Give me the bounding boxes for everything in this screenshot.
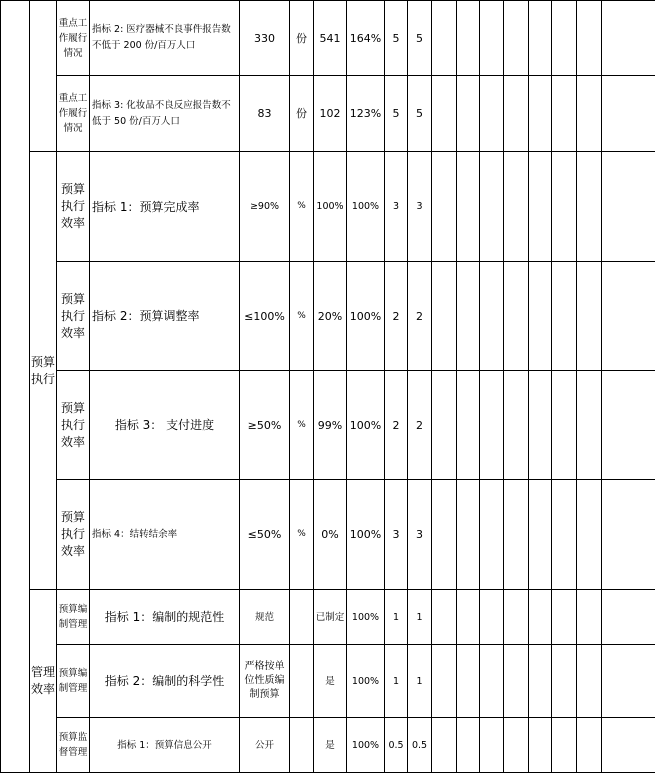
target-cell: 公开 [240, 718, 290, 773]
target-cell: ≥90% [240, 152, 290, 262]
table-row [1, 1, 655, 76]
rate-cell: 100% [347, 152, 385, 262]
score-cell: 3 [408, 480, 432, 590]
target-cell: 330 [240, 1, 290, 76]
group-label-mgmt-eff: 管理效率 [30, 590, 57, 773]
subcat-cell: 预算编制管理 [57, 590, 90, 645]
unit-cell [290, 590, 314, 645]
subcat-cell: 重点工作履行情况 [57, 1, 90, 76]
table-row [1, 590, 655, 645]
actual-cell: 541 [314, 1, 347, 76]
indicator-cell: 指标 2：编制的科学性 [90, 645, 240, 718]
indicator-cell: 指标 3： 支付进度 [90, 371, 240, 480]
target-cell: 严格按单位性质编制预算 [240, 645, 290, 718]
table-row [1, 76, 655, 152]
weight-cell: 5 [385, 1, 408, 76]
unit-cell: % [290, 152, 314, 262]
rate-cell: 100% [347, 645, 385, 718]
actual-cell: 是 [314, 718, 347, 773]
indicator-cell: 指标 3: 化妆品不良反应报告数不低于 50 份/百万人口 [90, 76, 240, 152]
indicator-cell: 指标 1：预算完成率 [90, 152, 240, 262]
outer-category-cell [1, 1, 30, 773]
table-row [1, 718, 655, 773]
actual-cell: 0% [314, 480, 347, 590]
weight-cell: 3 [385, 480, 408, 590]
table-row [1, 645, 655, 718]
rate-cell: 164% [347, 1, 385, 76]
unit-cell: 份 [290, 1, 314, 76]
score-cell: 2 [408, 371, 432, 480]
score-cell: 5 [408, 1, 432, 76]
table-row [1, 262, 655, 371]
actual-cell: 99% [314, 371, 347, 480]
group-label-budget-exec: 预算执行 [30, 152, 57, 590]
target-cell: ≤100% [240, 262, 290, 371]
target-cell: 规范 [240, 590, 290, 645]
rate-cell: 100% [347, 262, 385, 371]
weight-cell: 1 [385, 590, 408, 645]
target-cell: ≥50% [240, 371, 290, 480]
subcat-cell: 预算执行效率 [57, 152, 90, 262]
table-row [1, 371, 655, 480]
score-cell: 0.5 [408, 718, 432, 773]
indicator-cell: 指标 4：结转结余率 [90, 480, 240, 590]
unit-cell: % [290, 262, 314, 371]
group-cell-empty [30, 1, 57, 152]
weight-cell: 3 [385, 152, 408, 262]
subcat-cell: 重点工作履行情况 [57, 76, 90, 152]
actual-cell: 102 [314, 76, 347, 152]
score-cell: 1 [408, 590, 432, 645]
table-row [1, 480, 655, 590]
rate-cell: 100% [347, 371, 385, 480]
unit-cell: % [290, 371, 314, 480]
subcat-cell: 预算执行效率 [57, 262, 90, 371]
rate-cell: 100% [347, 480, 385, 590]
weight-cell: 5 [385, 76, 408, 152]
actual-cell: 20% [314, 262, 347, 371]
subcat-cell: 预算编制管理 [57, 645, 90, 718]
unit-cell: 份 [290, 76, 314, 152]
score-cell: 2 [408, 262, 432, 371]
rate-cell: 100% [347, 718, 385, 773]
indicator-cell: 指标 2：预算调整率 [90, 262, 240, 371]
actual-cell: 100% [314, 152, 347, 262]
unit-cell [290, 718, 314, 773]
score-cell: 3 [408, 152, 432, 262]
actual-cell: 是 [314, 645, 347, 718]
indicator-cell: 指标 1：编制的规范性 [90, 590, 240, 645]
weight-cell: 1 [385, 645, 408, 718]
indicator-cell: 指标 1：预算信息公开 [90, 718, 240, 773]
score-cell: 1 [408, 645, 432, 718]
weight-cell: 2 [385, 262, 408, 371]
score-cell: 5 [408, 76, 432, 152]
indicator-cell: 指标 2: 医疗器械不良事件报告数不低于 200 份/百万人口 [90, 1, 240, 76]
subcat-cell: 预算执行效率 [57, 480, 90, 590]
unit-cell: % [290, 480, 314, 590]
table-row [1, 152, 655, 262]
weight-cell: 2 [385, 371, 408, 480]
target-cell: ≤50% [240, 480, 290, 590]
actual-cell: 已制定 [314, 590, 347, 645]
rate-cell: 100% [347, 590, 385, 645]
unit-cell [290, 645, 314, 718]
target-cell: 83 [240, 76, 290, 152]
subcat-cell: 预算执行效率 [57, 371, 90, 480]
weight-cell: 0.5 [385, 718, 408, 773]
subcat-cell: 预算监督管理 [57, 718, 90, 773]
rate-cell: 123% [347, 76, 385, 152]
